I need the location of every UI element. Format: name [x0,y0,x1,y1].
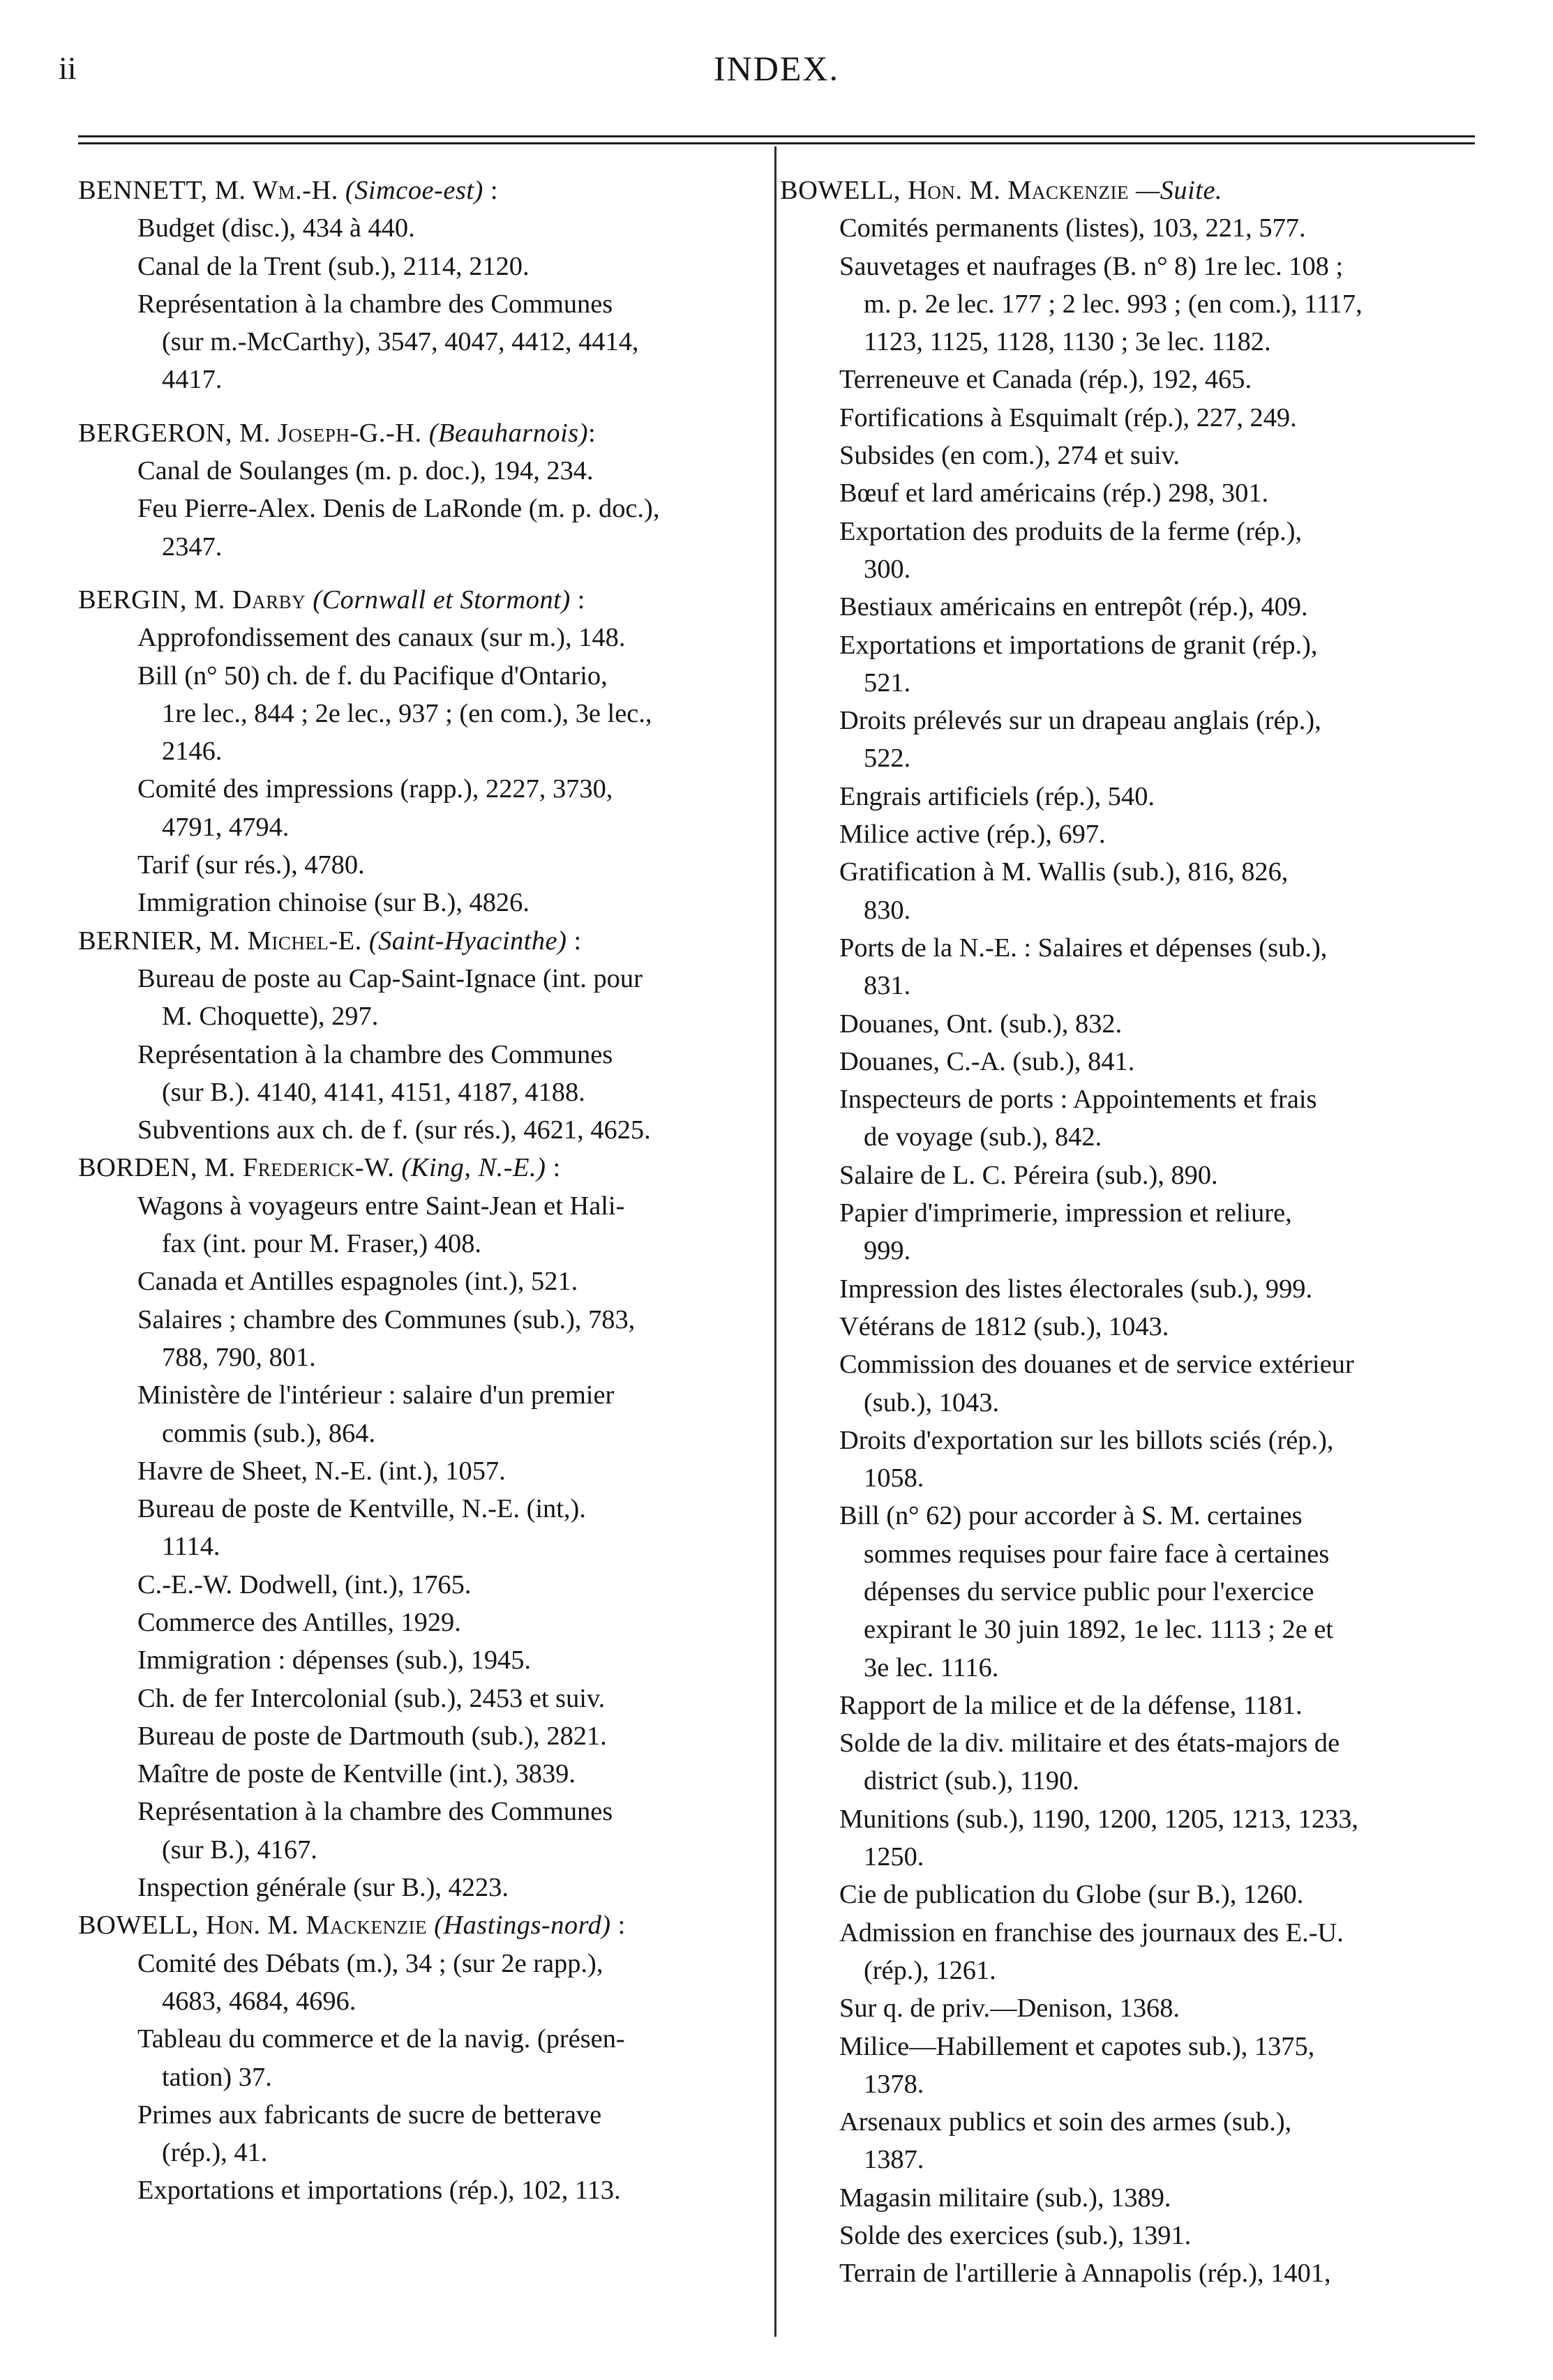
entry-name: BERGERON, M. J [78,418,289,448]
index-subentry-continuation: fax (int. pour M. Fraser,) 408. [162,1229,481,1259]
index-subentry: Canal de la Trent (sub.), 2114, 2120. [137,251,530,281]
index-subentry-continuation: 830. [864,895,911,925]
index-subentry-continuation: 1114. [162,1532,220,1562]
index-subentry: Milice—Habillement et capotes sub.), 1375, [839,2031,1315,2061]
index-subentry: Commission des douanes et de service extérieur [839,1350,1354,1380]
index-subentry: Bill (n° 50) ch. de f. du Pacifique d'Ontario, [137,661,608,691]
index-subentry-continuation: 522. [864,744,911,774]
index-subentry-continuation: commis (sub.), 864. [162,1418,376,1448]
index-subentry: Milice active (rép.), 697. [839,820,1106,850]
index-subentry-continuation: 3e lec. 1116. [864,1652,999,1682]
index-subentry-continuation: 1re lec., 844 ; 2e lec., 937 ; (en com.), 3e lec., [162,698,652,728]
index-subentry-continuation: 4417. [162,365,223,395]
entry-name: BENNETT, M. W [78,176,278,205]
index-subentry-continuation: district (sub.), 1190. [864,1766,1079,1796]
index-entry-heading [78,922,765,960]
index-subentry: Douanes, Ont. (sub.), 832. [839,1009,1123,1039]
left-column [78,172,765,2210]
index-subentry: Arsenaux publics et soin des armes (sub.), [839,2107,1292,2137]
index-subentry: Bestiaux américains en entrepôt (rép.), 409. [839,592,1308,622]
index-subentry: Munitions (sub.), 1190, 1200, 1205, 1213, 1233, [839,1804,1359,1834]
index-subentry: Maître de poste de Kentville (int.), 3839. [137,1759,576,1789]
index-subentry-continuation: 788, 790, 801. [162,1342,316,1372]
entry-spacer [78,399,765,414]
index-subentry-continuation: 831. [864,971,911,1001]
index-subentry-continuation: 300. [864,554,911,584]
entry-riding: (Beauharnois) [428,418,589,448]
index-subentry: Solde des exercices (sub.), 1391. [839,2221,1192,2251]
index-subentry-continuation: M. Choquette), 297. [162,1002,379,1032]
entry-riding: (Saint-Hyacinthe) [368,926,567,956]
index-subentry-continuation: de voyage (sub.), 842. [864,1122,1102,1152]
entry-name-smallcaps: on. M. Mackenzie [927,176,1129,205]
column-divider [774,146,776,2337]
entry-name-smallcaps: m.-H. [278,176,338,205]
index-subentry: Rapport de la milice et de la défense, 1181. [839,1690,1303,1720]
index-subentry: Wagons à voyageurs entre Saint-Jean et Hali- [137,1191,625,1221]
index-subentry: Tableau du commerce et de la navig. (présen- [137,2024,625,2054]
index-subentry-continuation: sommes requises pour faire face à certaines [864,1539,1330,1569]
index-subentry: Bill (n° 62) pour accorder à S. M. certaines [839,1501,1303,1531]
entry-punct: : [588,418,597,448]
index-subentry: Droits prélevés sur un drapeau anglais (rép.), [839,706,1321,736]
index-subentry: Représentation à la chambre des Communes [137,1797,613,1827]
index-subentry: Représentation à la chambre des Communes [137,1039,613,1069]
entry-name: BORDEN, M. F [78,1153,258,1183]
index-subentry-continuation: 1123, 1125, 1128, 1130 ; 3e lec. 1182. [864,327,1271,357]
index-subentry: Exportation des produits de la ferme (rép.), [839,516,1303,546]
index-subentry-continuation: (sur m.-McCarthy), 3547, 4047, 4412, 4414, [162,327,639,357]
entry-punct: : [567,926,582,956]
index-subentry: Représentation à la chambre des Communes [137,289,613,319]
index-subentry: Salaire de L. C. Péreira (sub.), 890. [839,1160,1218,1190]
index-subentry: Inspecteurs de ports : Appointements et frais [839,1085,1317,1115]
index-subentry-continuation: 2146. [162,737,223,767]
index-subentry-continuation: 1250. [864,1842,924,1872]
index-subentry: Sur q. de priv.—Denison, 1368. [839,1994,1180,2024]
index-entry-heading [78,1906,765,1944]
index-subentry: Impression des listes électorales (sub.), 999. [839,1274,1313,1304]
index-subentry: Ports de la N.-E. : Salaires et dépenses (sub.), [839,933,1328,963]
index-subentry: Subventions aux ch. de f. (sur rés.), 4621, 4625. [137,1115,651,1145]
index-subentry: Vétérans de 1812 (sub.), 1043. [839,1311,1169,1341]
entry-punct: : [610,1911,626,1941]
index-subentry: Immigration : dépenses (sub.), 1945. [137,1645,532,1675]
index-subentry: Inspection générale (sur B.), 4223. [137,1873,509,1903]
index-subentry-continuation: (rép.), 1261. [864,1955,996,1985]
index-subentry-continuation: (sur B.). 4140, 4141, 4151, 4187, 4188. [162,1077,585,1107]
index-subentry: Immigration chinoise (sur B.), 4826. [137,888,530,918]
entry-name: BERNIER, M. M [78,926,272,956]
index-subentry-continuation: 1058. [864,1463,924,1493]
index-subentry-continuation: dépenses du service public pour l'exercice [864,1576,1314,1606]
page-number: ii [59,50,77,86]
index-subentry: Salaires ; chambre des Communes (sub.), 783, [137,1304,636,1334]
index-subentry: Gratification à M. Wallis (sub.), 816, 826, [839,857,1289,887]
index-subentry: Canal de Soulanges (m. p. doc.), 194, 234. [137,456,594,486]
entry-punct: : [483,176,499,205]
index-subentry-continuation: (sub.), 1043. [864,1387,1000,1417]
index-subentry: Terreneuve et Canada (rép.), 192, 465. [839,365,1252,395]
index-subentry: Comités permanents (listes), 103, 221, 577. [839,213,1306,243]
entry-name: BERGIN, M. D [78,585,253,615]
entry-name-smallcaps: arby [252,585,306,615]
entry-name: BOWELL, H [78,1911,226,1941]
page-title: INDEX. [713,49,840,88]
index-subentry: Canada et Antilles espagnoles (int.), 521. [137,1267,578,1297]
index-subentry: Exportations et importations de granit (rép.), [839,630,1318,660]
index-subentry: Commerce des Antilles, 1929. [137,1607,461,1637]
index-subentry: Sauvetages et naufrages (B. n° 8) 1re lec. 108 ; [839,251,1344,281]
entry-name-smallcaps: on. M. Mackenzie [225,1911,427,1941]
index-subentry: Budget (disc.), 434 à 440. [137,213,415,243]
index-subentry: Magasin militaire (sub.), 1389. [839,2183,1171,2213]
index-entry-heading [78,172,765,209]
index-subentry: Comité des impressions (rapp.), 2227, 3730, [137,774,613,804]
header-rule-bottom [78,142,1475,144]
index-subentry: Cie de publication du Globe (sur B.), 1260. [839,1880,1304,1910]
entry-riding: (King, N.-E.) [401,1153,546,1183]
index-subentry: Solde de la div. militaire et des états-majors de [839,1728,1340,1758]
index-subentry: Terrain de l'artillerie à Annapolis (rép.), 1401, [839,2259,1331,2289]
index-subentry: Bureau de poste au Cap-Saint-Ignace (int. pour [137,963,643,993]
entry-name-smallcaps: rederick-W. [257,1153,395,1183]
index-subentry-continuation: 999. [864,1236,911,1266]
index-subentry: Papier d'imprimerie, impression et reliure, [839,1198,1292,1228]
header-rule-top [78,135,1475,137]
entry-name-smallcaps: oseph-G.-H. [288,418,422,448]
index-subentry: Admission en franchise des journaux des E.-U. [839,1918,1344,1948]
index-subentry-continuation: 1387. [864,2145,924,2175]
entry-riding: (Hastings-nord) [434,1911,611,1941]
index-subentry: C.-E.-W. Dodwell, (int.), 1765. [137,1569,472,1599]
index-subentry: Ministère de l'intérieur : salaire d'un premier [137,1380,615,1410]
index-subentry-continuation: m. p. 2e lec. 177 ; 2 lec. 993 ; (en com.), 1117, [864,289,1363,319]
index-subentry-continuation: 4791, 4794. [162,812,290,842]
index-subentry: Bureau de poste de Dartmouth (sub.), 2821. [137,1721,607,1751]
right-column [780,172,1478,2293]
index-subentry: Approfondissement des canaux (sur m.), 148. [137,623,626,653]
index-subentry: Droits d'exportation sur les billots sciés (rép.), [839,1425,1334,1455]
entry-punct: : [546,1153,561,1183]
index-subentry: Ch. de fer Intercolonial (sub.), 2453 et suiv. [137,1683,606,1713]
entry-name-smallcaps: ichel-E. [271,926,362,956]
entry-spacer [78,566,765,581]
index-subentry: Primes aux fabricants de sucre de betterave [137,2100,602,2130]
index-subentry: Comité des Débats (m.), 34 ; (sur 2e rapp.), [137,1948,603,1978]
index-subentry: Fortifications à Esquimalt (rép.), 227, 249. [839,402,1297,432]
index-entry-heading [780,172,1478,209]
index-subentry: Tarif (sur rés.), 4780. [137,850,365,880]
index-subentry-continuation: expirant le 30 juin 1892, 1e lec. 1113 ; 2e et [864,1615,1334,1645]
entry-punct: : [570,585,585,615]
index-subentry: Bœuf et lard américains (rép.) 298, 301. [839,479,1269,509]
index-subentry-continuation: 521. [864,668,911,698]
index-subentry: Douanes, C.-A. (sub.), 841. [839,1046,1135,1076]
index-entry-heading [78,1149,765,1187]
entry-riding: (Cornwall et Stormont) [313,585,571,615]
index-subentry: Bureau de poste de Kentville, N.-E. (int,). [137,1494,586,1524]
index-subentry-continuation: (sur B.), 4167. [162,1835,317,1865]
index-subentry-continuation: tation) 37. [162,2062,272,2092]
index-subentry-continuation: 2347. [162,532,223,562]
index-subentry: Subsides (en com.), 274 et suiv. [839,441,1180,471]
entry-riding: —Suite. [1136,176,1223,205]
entry-name: BOWELL, H [780,176,928,205]
index-subentry-continuation: 4683, 4684, 4696. [162,1986,357,2016]
index-subentry-continuation: (rép.), 41. [162,2138,268,2168]
index-subentry: Exportations et importations (rép.), 102, 113. [137,2176,621,2206]
index-subentry: Havre de Sheet, N.-E. (int.), 1057. [137,1456,506,1486]
index-subentry: Engrais artificiels (rép.), 540. [839,781,1155,811]
index-entry-heading [78,414,765,452]
index-subentry-continuation: 1378. [864,2069,924,2099]
index-subentry: Feu Pierre-Alex. Denis de LaRonde (m. p. doc.), [137,494,660,524]
index-entry-heading [78,581,765,619]
entry-riding: (Simcoe-est) [345,176,483,205]
